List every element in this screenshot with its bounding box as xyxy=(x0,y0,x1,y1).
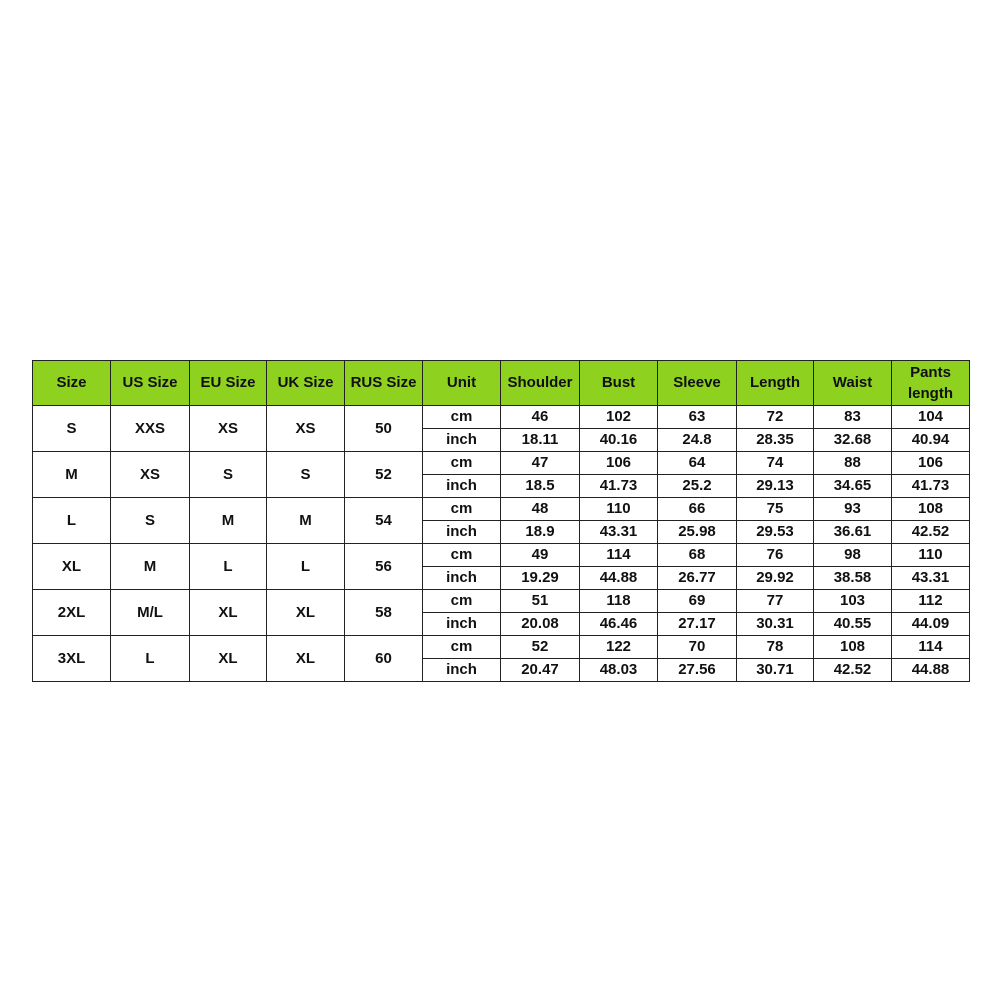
cell-inch-bust: 46.46 xyxy=(580,613,658,636)
table-row xyxy=(33,406,970,429)
cell-uk: S xyxy=(267,452,345,498)
size-chart-header xyxy=(33,361,970,406)
table-row xyxy=(33,590,970,613)
cell-cm-length: 74 xyxy=(737,452,814,475)
header-sleeve: Sleeve xyxy=(658,361,737,406)
cell-us: XXS xyxy=(111,406,190,452)
header-us-size: US Size xyxy=(111,361,190,406)
header-waist: Waist xyxy=(814,361,892,406)
cell-cm-sleeve: 66 xyxy=(658,498,737,521)
table-row xyxy=(33,636,970,659)
cell-cm-bust: 106 xyxy=(580,452,658,475)
cell-inch-pants: 43.31 xyxy=(892,567,970,590)
cell-cm-sleeve: 64 xyxy=(658,452,737,475)
cell-rus: 60 xyxy=(345,636,423,682)
cell-inch-unit: inch xyxy=(423,475,501,498)
cell-cm-sleeve: 68 xyxy=(658,544,737,567)
cell-us: S xyxy=(111,498,190,544)
cell-rus: 58 xyxy=(345,590,423,636)
header-rus-size: RUS Size xyxy=(345,361,423,406)
header-size: Size xyxy=(33,361,111,406)
cell-inch-waist: 32.68 xyxy=(814,429,892,452)
cell-inch-sleeve: 25.2 xyxy=(658,475,737,498)
cell-cm-shoulder: 52 xyxy=(501,636,580,659)
cell-inch-shoulder: 20.47 xyxy=(501,659,580,682)
cell-eu: M xyxy=(190,498,267,544)
cell-inch-unit: inch xyxy=(423,567,501,590)
cell-eu: S xyxy=(190,452,267,498)
cell-inch-length: 29.13 xyxy=(737,475,814,498)
cell-inch-unit: inch xyxy=(423,521,501,544)
header-row xyxy=(33,361,970,406)
cell-rus: 54 xyxy=(345,498,423,544)
cell-uk: XS xyxy=(267,406,345,452)
cell-cm-length: 78 xyxy=(737,636,814,659)
cell-eu: XS xyxy=(190,406,267,452)
cell-cm-unit: cm xyxy=(423,590,501,613)
cell-inch-bust: 44.88 xyxy=(580,567,658,590)
cell-inch-shoulder: 18.9 xyxy=(501,521,580,544)
cell-cm-sleeve: 70 xyxy=(658,636,737,659)
cell-us: XS xyxy=(111,452,190,498)
cell-cm-unit: cm xyxy=(423,544,501,567)
cell-inch-unit: inch xyxy=(423,613,501,636)
cell-cm-length: 77 xyxy=(737,590,814,613)
cell-inch-waist: 40.55 xyxy=(814,613,892,636)
cell-rus: 52 xyxy=(345,452,423,498)
header-eu-size: EU Size xyxy=(190,361,267,406)
cell-cm-unit: cm xyxy=(423,452,501,475)
cell-cm-pants: 114 xyxy=(892,636,970,659)
cell-cm-pants: 110 xyxy=(892,544,970,567)
cell-inch-sleeve: 24.8 xyxy=(658,429,737,452)
cell-cm-pants: 106 xyxy=(892,452,970,475)
cell-inch-bust: 48.03 xyxy=(580,659,658,682)
cell-inch-length: 29.53 xyxy=(737,521,814,544)
cell-cm-pants: 112 xyxy=(892,590,970,613)
cell-cm-waist: 98 xyxy=(814,544,892,567)
cell-rus: 50 xyxy=(345,406,423,452)
cell-cm-unit: cm xyxy=(423,406,501,429)
cell-cm-shoulder: 47 xyxy=(501,452,580,475)
cell-inch-waist: 42.52 xyxy=(814,659,892,682)
cell-size: L xyxy=(33,498,111,544)
cell-uk: XL xyxy=(267,636,345,682)
cell-inch-shoulder: 18.5 xyxy=(501,475,580,498)
cell-inch-unit: inch xyxy=(423,429,501,452)
header-unit: Unit xyxy=(423,361,501,406)
size-chart-table xyxy=(32,360,970,682)
cell-inch-waist: 38.58 xyxy=(814,567,892,590)
cell-inch-pants: 42.52 xyxy=(892,521,970,544)
cell-cm-length: 72 xyxy=(737,406,814,429)
cell-inch-length: 29.92 xyxy=(737,567,814,590)
cell-cm-shoulder: 51 xyxy=(501,590,580,613)
header-pants-length: Pants length xyxy=(892,361,970,406)
cell-inch-sleeve: 27.56 xyxy=(658,659,737,682)
cell-us: M xyxy=(111,544,190,590)
cell-rus: 56 xyxy=(345,544,423,590)
cell-inch-length: 28.35 xyxy=(737,429,814,452)
cell-cm-sleeve: 69 xyxy=(658,590,737,613)
cell-uk: M xyxy=(267,498,345,544)
cell-us: M/L xyxy=(111,590,190,636)
cell-inch-sleeve: 25.98 xyxy=(658,521,737,544)
cell-cm-length: 75 xyxy=(737,498,814,521)
cell-eu: XL xyxy=(190,590,267,636)
cell-uk: XL xyxy=(267,590,345,636)
cell-cm-bust: 102 xyxy=(580,406,658,429)
size-chart-body xyxy=(33,406,970,682)
cell-cm-waist: 83 xyxy=(814,406,892,429)
cell-cm-shoulder: 49 xyxy=(501,544,580,567)
cell-eu: XL xyxy=(190,636,267,682)
cell-inch-bust: 43.31 xyxy=(580,521,658,544)
cell-cm-unit: cm xyxy=(423,636,501,659)
header-bust: Bust xyxy=(580,361,658,406)
header-length: Length xyxy=(737,361,814,406)
cell-cm-pants: 104 xyxy=(892,406,970,429)
cell-us: L xyxy=(111,636,190,682)
cell-inch-pants: 44.88 xyxy=(892,659,970,682)
cell-cm-unit: cm xyxy=(423,498,501,521)
cell-cm-sleeve: 63 xyxy=(658,406,737,429)
header-uk-size: UK Size xyxy=(267,361,345,406)
cell-inch-pants: 40.94 xyxy=(892,429,970,452)
cell-inch-shoulder: 18.11 xyxy=(501,429,580,452)
table-row xyxy=(33,498,970,521)
cell-size: S xyxy=(33,406,111,452)
cell-inch-length: 30.71 xyxy=(737,659,814,682)
cell-cm-pants: 108 xyxy=(892,498,970,521)
cell-uk: L xyxy=(267,544,345,590)
cell-cm-bust: 110 xyxy=(580,498,658,521)
table-row xyxy=(33,544,970,567)
cell-inch-pants: 44.09 xyxy=(892,613,970,636)
cell-cm-waist: 108 xyxy=(814,636,892,659)
cell-inch-sleeve: 27.17 xyxy=(658,613,737,636)
cell-size: XL xyxy=(33,544,111,590)
table-row xyxy=(33,452,970,475)
cell-cm-bust: 118 xyxy=(580,590,658,613)
cell-inch-unit: inch xyxy=(423,659,501,682)
cell-inch-sleeve: 26.77 xyxy=(658,567,737,590)
cell-size: 3XL xyxy=(33,636,111,682)
cell-cm-shoulder: 46 xyxy=(501,406,580,429)
cell-cm-bust: 122 xyxy=(580,636,658,659)
cell-size: 2XL xyxy=(33,590,111,636)
cell-cm-waist: 103 xyxy=(814,590,892,613)
cell-inch-pants: 41.73 xyxy=(892,475,970,498)
cell-cm-bust: 114 xyxy=(580,544,658,567)
cell-inch-bust: 41.73 xyxy=(580,475,658,498)
header-shoulder: Shoulder xyxy=(501,361,580,406)
cell-cm-waist: 93 xyxy=(814,498,892,521)
cell-size: M xyxy=(33,452,111,498)
cell-inch-bust: 40.16 xyxy=(580,429,658,452)
cell-inch-waist: 34.65 xyxy=(814,475,892,498)
cell-cm-waist: 88 xyxy=(814,452,892,475)
cell-inch-length: 30.31 xyxy=(737,613,814,636)
cell-inch-shoulder: 19.29 xyxy=(501,567,580,590)
cell-cm-shoulder: 48 xyxy=(501,498,580,521)
cell-inch-shoulder: 20.08 xyxy=(501,613,580,636)
cell-cm-length: 76 xyxy=(737,544,814,567)
cell-eu: L xyxy=(190,544,267,590)
cell-inch-waist: 36.61 xyxy=(814,521,892,544)
